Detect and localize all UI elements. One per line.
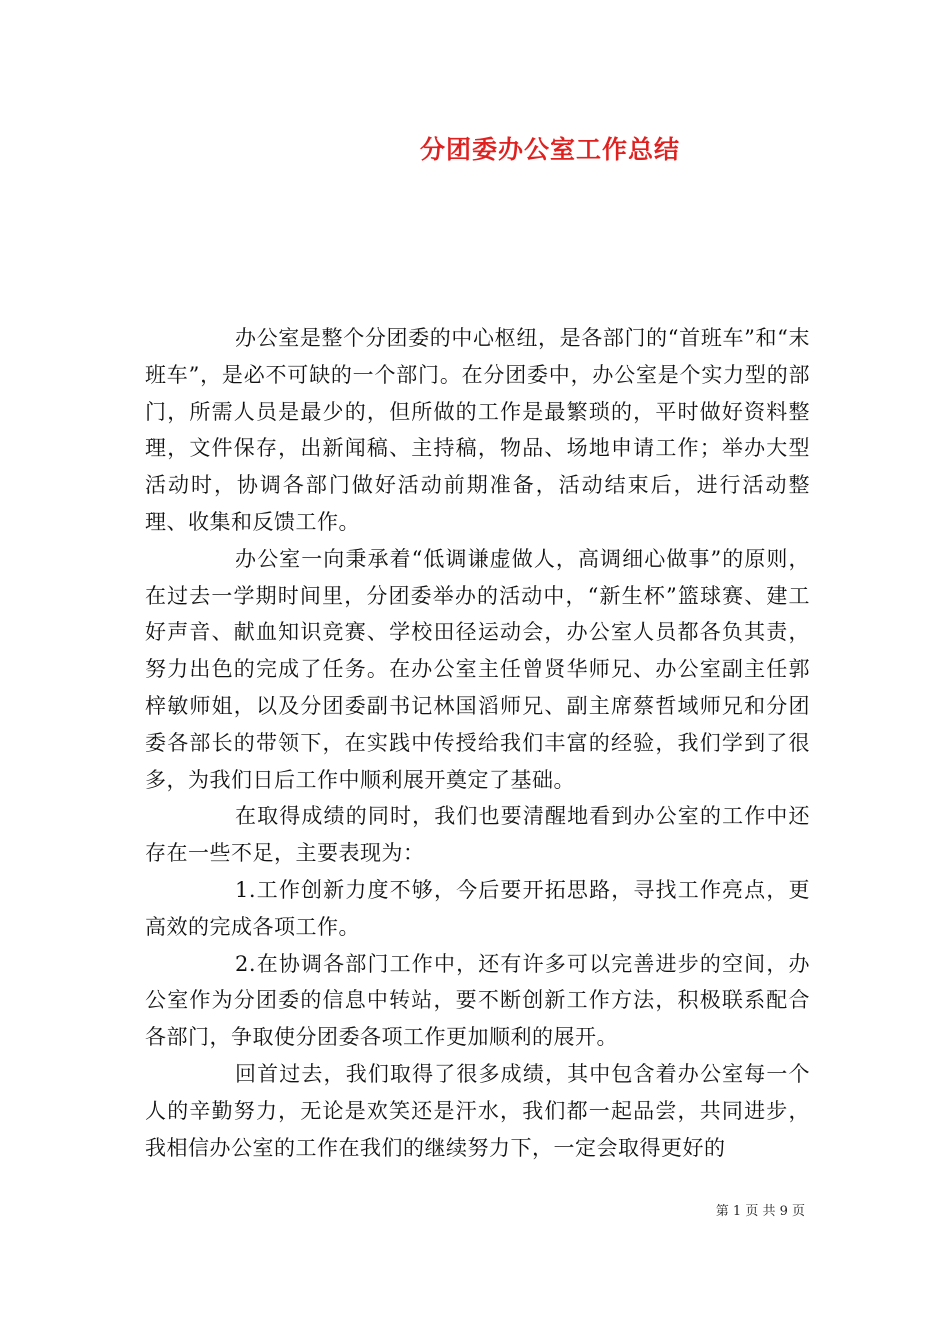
- paragraph-principle: 办公室一向秉承着“低调谦虚做人，高调细心做事”的原则，在过去一学期时间里，分团委举办的活动中，“新生杯”篮球赛、建工好声音、献血知识竞赛、学校田径运动会，办公室人员都各负其责，努力出色的完成了任务。在办公室主任曾贤华师兄、办公室副主任郭梓敏师姐，以及分团委副书记林国滔师兄、副主席蔡哲域师兄和分团委各部长的带领下，在实践中传授给我们丰富的经验，我们学到了很多，为我们日后工作中顺利展开奠定了基础。: [145, 546, 810, 792]
- paragraph-point-2: 2.在协调各部门工作中，还有许多可以完善进步的空间，办公室作为分团委的信息中转站，要不断创新工作方法，积极联系配合各部门，争取使分团委各项工作更加顺利的展开。: [145, 951, 810, 1050]
- page-number-footer: 第 1 页 共 9 页: [715, 1204, 805, 1219]
- paragraph-intro: 办公室是整个分团委的中心枢纽，是各部门的“首班车”和“末班车”，是必不可缺的一个部门。在分团委中，办公室是个实力型的部门，所需人员是最少的，但所做的工作是最繁琐的，平时做好资料整理，文件保存，出新闻稿、主持稿，物品、场地申请工作；举办大型活动时，协调各部门做好活动前期准备，活动结束后，进行活动整理、收集和反馈工作。: [145, 326, 810, 534]
- document-title: 分团委办公室工作总结: [419, 135, 680, 164]
- paragraph-shortcomings: 在取得成绩的同时，我们也要清醒地看到办公室的工作中还存在一些不足，主要表现为：: [145, 804, 810, 866]
- paragraph-review: 回首过去，我们取得了很多成绩，其中包含着办公室每一个人的辛勤努力，无论是欢笑还是汗水，我们都一起品尝，共同进步，我相信办公室的工作在我们的继续努力下，一定会取得更好的: [145, 1061, 810, 1160]
- paragraph-point-1: 1.工作创新力度不够，今后要开拓思路，寻找工作亮点，更高效的完成各项工作。: [145, 877, 810, 939]
- document-body: [145, 320, 810, 1166]
